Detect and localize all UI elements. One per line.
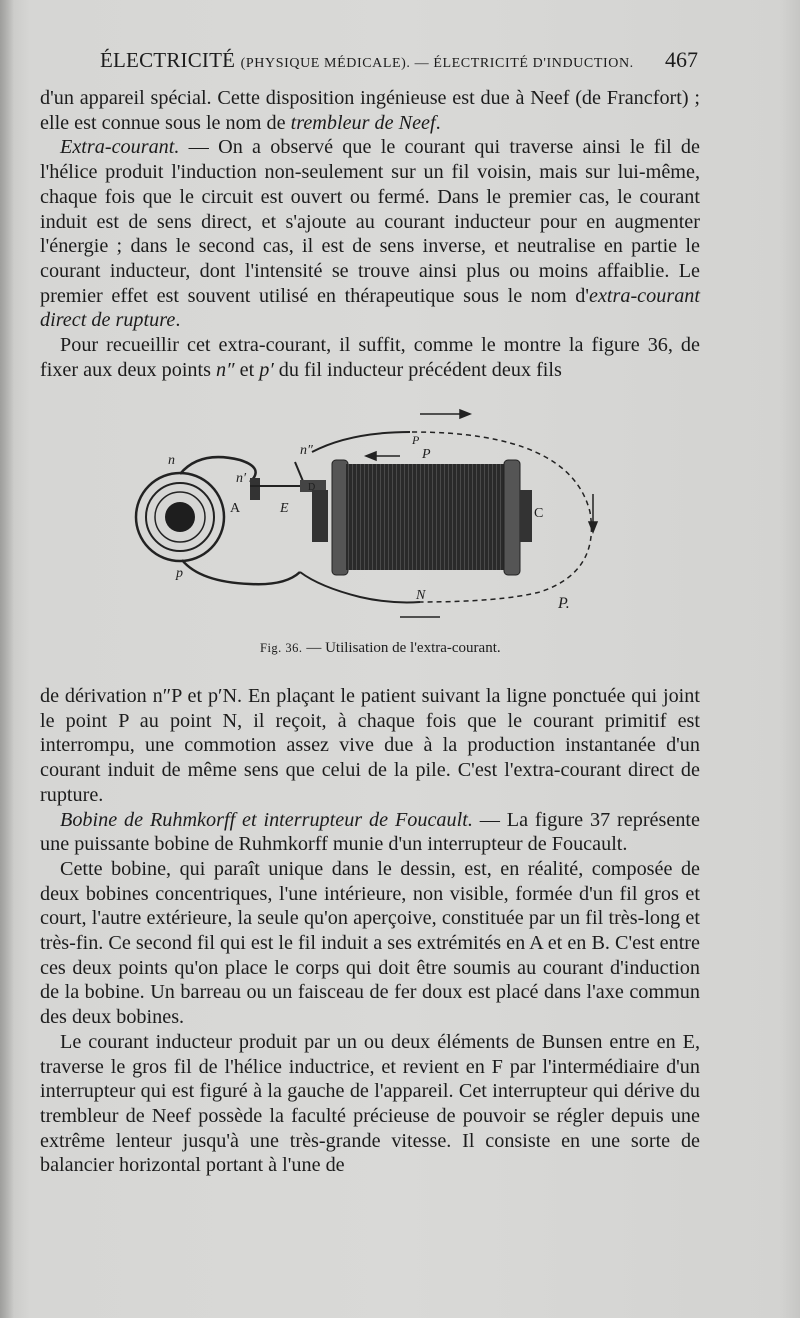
- label-P-lower: P: [422, 447, 431, 462]
- label-P-upper: P: [412, 433, 420, 447]
- battery-element: [136, 473, 224, 561]
- wire-lower: [300, 572, 420, 602]
- label-C: C: [534, 506, 544, 521]
- label-n-double: n″: [300, 443, 313, 458]
- label-D: D: [308, 482, 316, 493]
- figure-36-illustration: [100, 402, 620, 640]
- label-n: n: [168, 453, 175, 468]
- label-n-prime: n′: [236, 471, 247, 486]
- running-title: ÉLECTRICITÉ (PHYSIQUE MÉDICALE). — ÉLECTRICITÉ D'INDUCTION.: [100, 48, 634, 72]
- page-fold-shadow: [0, 0, 14, 1318]
- paragraph-recueillir: Pour recueillir cet extra-courant, il suffit, comme le montre la figure 36, de fixer aux deux points n″ et p′ du fil inducteur précédent deux fils: [40, 334, 700, 381]
- label-E: E: [280, 501, 289, 516]
- wire-to-coil-top: [312, 432, 410, 452]
- page-number: 467: [665, 47, 698, 72]
- paragraph-courant-inducteur: Le courant inducteur produit par un ou deux éléments de Bunsen entre en E, traverse le gros fil de l'hélice inductrice, et revient en F par l'intermédiaire d'un interrupteur qui est figuré à la gauche de l'appareil. Cet interrupteur qui dérive du trembleur de Neef possède la faculté précieuse de pouvoir se régler depuis une extrême lenteur jusqu'à une très-grande vitesse. Il consiste en une sorte de balancier horizontal portant à l'une de: [40, 1030, 700, 1177]
- label-patient: P.: [558, 595, 570, 612]
- paragraph-extra-courant: Extra-courant. — On a observé que le courant qui traverse ainsi le fil de l'hélice produit l'induction non-seulement sur un fil voisin, mais sur lui-même, chaque fois que le circuit est ouvert ou fermé. Dans le premier cas, le courant induit est de sens direct, et s'ajoute au courant inducteur pour en augmenter l'énergie ; dans le second cas, il est de sens inverse, et neutralise en partie le courant inducteur, dont l'intensité se trouve ainsi plus ou moins affaiblie. Le premier effet est souvent utilisé en thérapeutique sous le nom d'extra-courant direct de rupture.: [40, 136, 700, 332]
- label-p: p: [176, 566, 183, 581]
- running-head: [58, 44, 700, 74]
- paragraph-derivation: de dérivation n″P et p′N. En plaçant le patient suivant la ligne ponctuée qui joint le point P au point N, il reçoit, à chaque fois que le courant primitif est interrompu, une commotion assez vive due à la production instantanée d'un courant induit de même sens que celui de la pile. C'est l'extra-courant direct de rupture.: [40, 685, 700, 806]
- wire-p: [182, 560, 300, 584]
- paragraph-cette-bobine: Cette bobine, qui paraît unique dans le dessin, est, en réalité, composée de deux bobines concentriques, l'une intérieure, non visible, formée d'un fil gros et court, l'autre extérieure, la seule qu'on aperçoive, constituée par un fil très-long et très-fin. Ce second fil qui est le fil induit a ses extrémités en A et en B. C'est entre ces deux points qu'on place le corps qui doit être soumis au courant d'induction de la bobine. Un barreau ou un faisceau de fer doux est placé dans l'axe commun des deux bobines.: [40, 857, 700, 1029]
- paragraph-continuation: d'un appareil spécial. Cette disposition ingénieuse est due à Neef (de Francfort) ; elle est connue sous le nom de trembleur de Neef.: [40, 87, 700, 134]
- label-N: N: [416, 588, 426, 603]
- paragraph-bobine: Bobine de Ruhmkorff et interrupteur de Foucault. — La figure 37 représente une puissante bobine de Ruhmkorff munie d'un interrupteur de Foucault.: [40, 808, 700, 856]
- label-A: A: [230, 501, 241, 516]
- induction-coil: [312, 460, 532, 575]
- text-block-lower: [40, 684, 700, 1178]
- text-block-upper: [40, 86, 700, 382]
- figure-caption: Fig. 36. — Utilisation de l'extra-courant.: [260, 640, 501, 656]
